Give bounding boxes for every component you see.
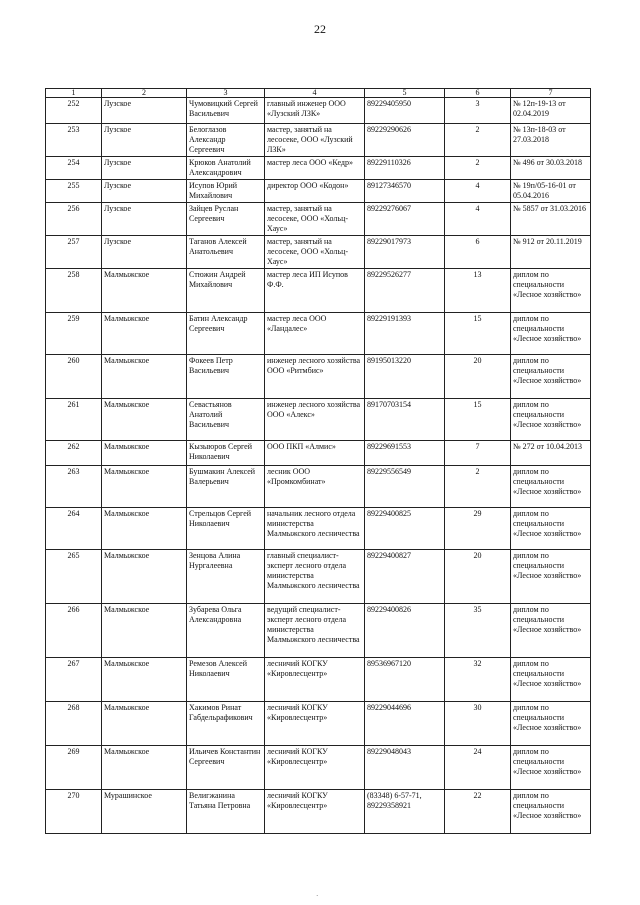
person-name-cell: Фокеев Петр Васильевич [187, 355, 265, 399]
person-name-cell: Зубарева Ольга Александровна [187, 604, 265, 658]
row-number-cell: 268 [46, 702, 102, 746]
experience-years-cell: 6 [445, 236, 511, 269]
qualification-document-cell: диплом по специальности «Лесное хозяйство» [511, 550, 591, 604]
table-row [46, 658, 591, 702]
experience-years-cell: 7 [445, 441, 511, 466]
table-row [46, 466, 591, 508]
person-name-cell: Белоглазов Александр Сергеевич [187, 124, 265, 157]
position-cell: мастер леса ИП Исупов Ф.Ф. [265, 269, 365, 313]
person-name-cell: Исупов Юрий Михайлович [187, 180, 265, 203]
forestry-district-cell: Малмыжское [102, 746, 187, 790]
forestry-district-cell: Малмыжское [102, 550, 187, 604]
row-number-cell: 255 [46, 180, 102, 203]
column-number-header-row [46, 89, 591, 98]
person-name-cell: Севастьянов Анатолий Васильевич [187, 399, 265, 441]
qualification-document-cell: диплом по специальности «Лесное хозяйство» [511, 313, 591, 355]
table-row [46, 236, 591, 269]
forestry-district-cell: Малмыжское [102, 269, 187, 313]
experience-years-cell: 4 [445, 180, 511, 203]
table-row [46, 550, 591, 604]
registry-table [45, 88, 591, 834]
phone-cell: 89229044696 [365, 702, 445, 746]
experience-years-cell: 35 [445, 604, 511, 658]
person-name-cell: Таганов Алексей Анатольевич [187, 236, 265, 269]
experience-years-cell: 29 [445, 508, 511, 550]
row-number-cell: 264 [46, 508, 102, 550]
forestry-district-cell: Малмыжское [102, 604, 187, 658]
qualification-document-cell: диплом по специальности «Лесное хозяйство» [511, 269, 591, 313]
phone-cell: (83348) 6-57-71, 89229358921 [365, 790, 445, 834]
table-row [46, 180, 591, 203]
qualification-document-cell: диплом по специальности «Лесное хозяйство» [511, 399, 591, 441]
table-body [46, 98, 591, 834]
row-number-cell: 265 [46, 550, 102, 604]
qualification-document-cell: диплом по специальности «Лесное хозяйство» [511, 355, 591, 399]
row-number-cell: 263 [46, 466, 102, 508]
row-number-cell: 258 [46, 269, 102, 313]
experience-years-cell: 13 [445, 269, 511, 313]
position-cell: лесничий КОГКУ «Кировлесцентр» [265, 790, 365, 834]
row-number-cell: 269 [46, 746, 102, 790]
forestry-district-cell: Малмыжское [102, 658, 187, 702]
forestry-district-cell: Малмыжское [102, 355, 187, 399]
table-row [46, 124, 591, 157]
row-number-cell: 253 [46, 124, 102, 157]
position-cell: лесничий КОГКУ «Кировлесцентр» [265, 658, 365, 702]
experience-years-cell: 4 [445, 203, 511, 236]
forestry-district-cell: Лузское [102, 124, 187, 157]
row-number-cell: 254 [46, 157, 102, 180]
forestry-district-cell: Лузское [102, 203, 187, 236]
forestry-district-cell: Малмыжское [102, 702, 187, 746]
position-cell: лесник ООО «Промкомбинат» [265, 466, 365, 508]
experience-years-cell: 20 [445, 355, 511, 399]
position-cell: мастер, занятый на лесосеке, ООО «Лузский ЛЗК» [265, 124, 365, 157]
experience-years-cell: 2 [445, 157, 511, 180]
forestry-district-cell: Малмыжское [102, 313, 187, 355]
qualification-document-cell: диплом по специальности «Лесное хозяйство» [511, 746, 591, 790]
phone-cell: 89229556549 [365, 466, 445, 508]
experience-years-cell: 2 [445, 124, 511, 157]
phone-cell: 89229048043 [365, 746, 445, 790]
table-row [46, 157, 591, 180]
table-row [46, 355, 591, 399]
phone-cell: 89229526277 [365, 269, 445, 313]
experience-years-cell: 30 [445, 702, 511, 746]
column-header: 1 [46, 89, 102, 98]
table-row [46, 269, 591, 313]
qualification-document-cell: № 912 от 20.11.2019 [511, 236, 591, 269]
position-cell: ведущий специалист-эксперт лесного отдела министерства Малмыжского лесничества [265, 604, 365, 658]
person-name-cell: Бушмакин Алексей Валерьевич [187, 466, 265, 508]
qualification-document-cell: № 496 от 30.03.2018 [511, 157, 591, 180]
row-number-cell: 262 [46, 441, 102, 466]
table-row [46, 98, 591, 124]
row-number-cell: 257 [46, 236, 102, 269]
person-name-cell: Хакимов Ринат Габдельрафикович [187, 702, 265, 746]
position-cell: директор ООО «Кодон» [265, 180, 365, 203]
position-cell: инженер лесного хозяйства ООО «Ритмбис» [265, 355, 365, 399]
table-row [46, 604, 591, 658]
table-row [46, 399, 591, 441]
qualification-document-cell: № 19п/05-16-01 от 05.04.2016 [511, 180, 591, 203]
phone-cell: 89536967120 [365, 658, 445, 702]
person-name-cell: Зенцова Алина Нургалеевна [187, 550, 265, 604]
forestry-district-cell: Малмыжское [102, 441, 187, 466]
position-cell: мастер леса ООО «Ландалес» [265, 313, 365, 355]
phone-cell: 89229276067 [365, 203, 445, 236]
forestry-district-cell: Лузское [102, 157, 187, 180]
experience-years-cell: 20 [445, 550, 511, 604]
experience-years-cell: 24 [445, 746, 511, 790]
person-name-cell: Велигжанина Татьяна Петровна [187, 790, 265, 834]
position-cell: лесничий КОГКУ «Кировлесцентр» [265, 702, 365, 746]
qualification-document-cell: диплом по специальности «Лесное хозяйство» [511, 466, 591, 508]
forestry-district-cell: Лузское [102, 180, 187, 203]
phone-cell: 89229191393 [365, 313, 445, 355]
person-name-cell: Зайцев Руслан Сергеевич [187, 203, 265, 236]
person-name-cell: Чумовицкий Сергей Васильевич [187, 98, 265, 124]
row-number-cell: 267 [46, 658, 102, 702]
forestry-district-cell: Лузское [102, 236, 187, 269]
phone-cell: 89229017973 [365, 236, 445, 269]
experience-years-cell: 32 [445, 658, 511, 702]
column-header: 5 [365, 89, 445, 98]
person-name-cell: Стюжин Андрей Михайлович [187, 269, 265, 313]
experience-years-cell: 3 [445, 98, 511, 124]
person-name-cell: Стрельцов Сергей Николаевич [187, 508, 265, 550]
row-number-cell: 260 [46, 355, 102, 399]
position-cell: мастер, занятый на лесосеке, ООО «Хольц-Хаус» [265, 203, 365, 236]
forestry-district-cell: Малмыжское [102, 508, 187, 550]
phone-cell: 89229691553 [365, 441, 445, 466]
phone-cell: 89127346570 [365, 180, 445, 203]
page-number: 22 [314, 22, 326, 36]
person-name-cell: Крюков Анатолий Александрович [187, 157, 265, 180]
qualification-document-cell: № 272 от 10.04.2013 [511, 441, 591, 466]
row-number-cell: 270 [46, 790, 102, 834]
person-name-cell: Ильичев Константин Сергеевич [187, 746, 265, 790]
row-number-cell: 259 [46, 313, 102, 355]
position-cell: начальник лесного отдела министерства Малмыжского лесничества [265, 508, 365, 550]
table-row [46, 203, 591, 236]
position-cell: инженер лесного хозяйства ООО «Алекс» [265, 399, 365, 441]
phone-cell: 89229290626 [365, 124, 445, 157]
person-name-cell: Батин Александр Сергеевич [187, 313, 265, 355]
experience-years-cell: 15 [445, 313, 511, 355]
column-header: 7 [511, 89, 591, 98]
qualification-document-cell: № 13п-18-03 от 27.03.2018 [511, 124, 591, 157]
table-row [46, 508, 591, 550]
row-number-cell: 266 [46, 604, 102, 658]
qualification-document-cell: диплом по специальности «Лесное хозяйство» [511, 658, 591, 702]
forestry-district-cell: Малмыжское [102, 466, 187, 508]
position-cell: мастер леса ООО «Кедр» [265, 157, 365, 180]
experience-years-cell: 15 [445, 399, 511, 441]
column-header: 3 [187, 89, 265, 98]
table-row [46, 746, 591, 790]
table-row [46, 313, 591, 355]
footer-mark: · [316, 892, 319, 900]
experience-years-cell: 2 [445, 466, 511, 508]
phone-cell: 89195013220 [365, 355, 445, 399]
table-row [46, 441, 591, 466]
qualification-document-cell: диплом по специальности «Лесное хозяйство» [511, 702, 591, 746]
position-cell: лесничий КОГКУ «Кировлесцентр» [265, 746, 365, 790]
phone-cell: 89229405950 [365, 98, 445, 124]
table-row [46, 790, 591, 834]
row-number-cell: 256 [46, 203, 102, 236]
person-name-cell: Ремезов Алексей Николаевич [187, 658, 265, 702]
phone-cell: 89229400826 [365, 604, 445, 658]
qualification-document-cell: диплом по специальности «Лесное хозяйство» [511, 508, 591, 550]
person-name-cell: Кызыюров Сергей Николаевич [187, 441, 265, 466]
qualification-document-cell: диплом по специальности «Лесное хозяйство» [511, 604, 591, 658]
forestry-district-cell: Малмыжское [102, 399, 187, 441]
position-cell: ООО ПКП «Алмис» [265, 441, 365, 466]
column-header: 6 [445, 89, 511, 98]
row-number-cell: 261 [46, 399, 102, 441]
phone-cell: 89170703154 [365, 399, 445, 441]
qualification-document-cell: № 12п-19-13 от 02.04.2019 [511, 98, 591, 124]
position-cell: мастер, занятый на лесосеке, ООО «Хольц-Хаус» [265, 236, 365, 269]
phone-cell: 89229400825 [365, 508, 445, 550]
forestry-district-cell: Мурашинское [102, 790, 187, 834]
qualification-document-cell: № 5857 от 31.03.2016 [511, 203, 591, 236]
column-header: 2 [102, 89, 187, 98]
phone-cell: 89229400827 [365, 550, 445, 604]
experience-years-cell: 22 [445, 790, 511, 834]
position-cell: главный специалист-эксперт лесного отдела министерства Малмыжского лесничества [265, 550, 365, 604]
qualification-document-cell: диплом по специальности «Лесное хозяйство» [511, 790, 591, 834]
forestry-district-cell: Лузское [102, 98, 187, 124]
column-header: 4 [265, 89, 365, 98]
row-number-cell: 252 [46, 98, 102, 124]
table-row [46, 702, 591, 746]
phone-cell: 89229110326 [365, 157, 445, 180]
position-cell: главный инженер ООО «Лузский ЛЗК» [265, 98, 365, 124]
